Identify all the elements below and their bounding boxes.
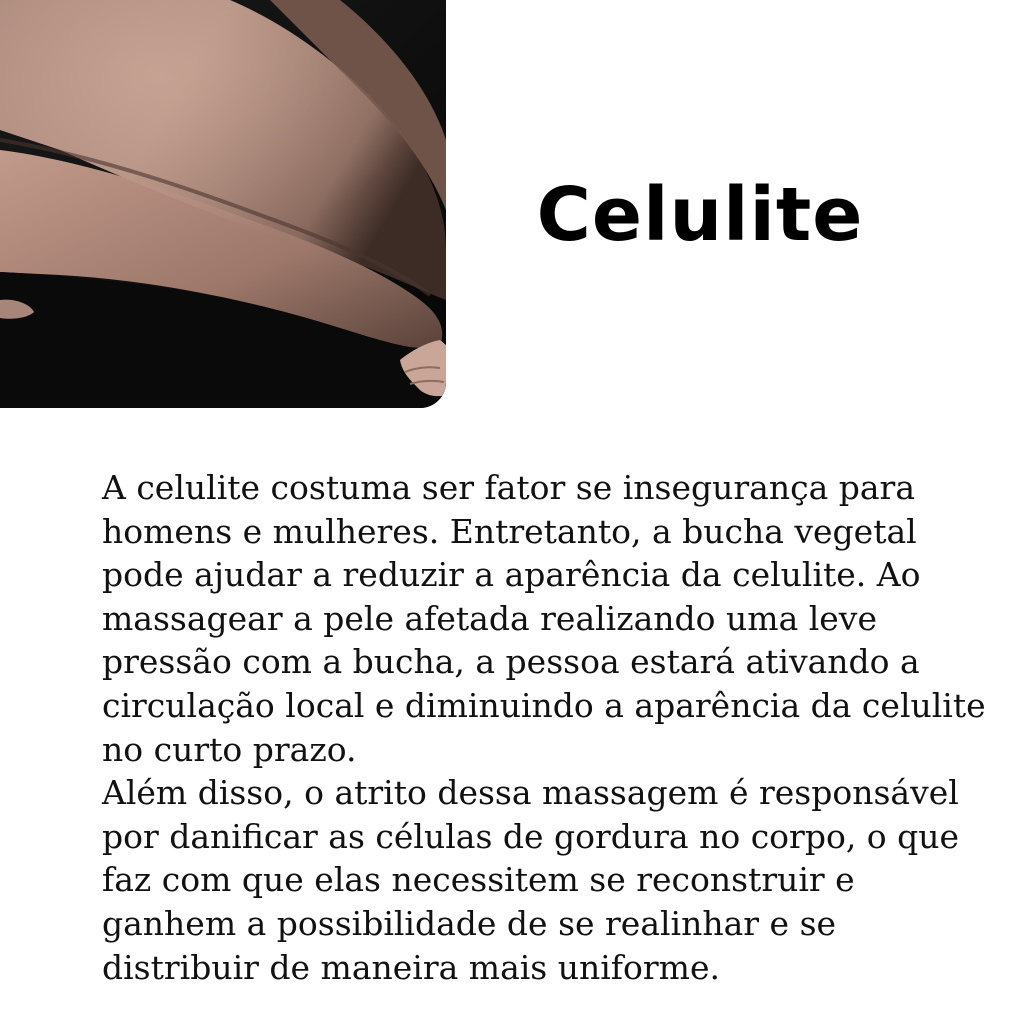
paragraph-2: Além disso, o atrito dessa massagem é responsável por danificar as células de gordura no corpo, o que faz com que elas necessitem se reconstruir e ganhem a possibilidade de se realinhar e se distribuir de maneira mais uniforme.: [102, 773, 960, 987]
skin-photo-image: [0, 0, 446, 408]
paragraph-1: A celulite costuma ser fator se insegurança para homens e mulheres. Entretanto, a bucha vegetal pode ajudar a reduzir a aparência da celulite. Ao massagear a pele afetada realizando uma leve pressão com a bucha, a pessoa estará ativando a circulação local e diminuindo a aparência da celulite no curto prazo.: [102, 468, 986, 769]
page-title: Celulite: [536, 172, 864, 258]
body-text: [102, 466, 992, 989]
skin-photo: [0, 0, 446, 408]
